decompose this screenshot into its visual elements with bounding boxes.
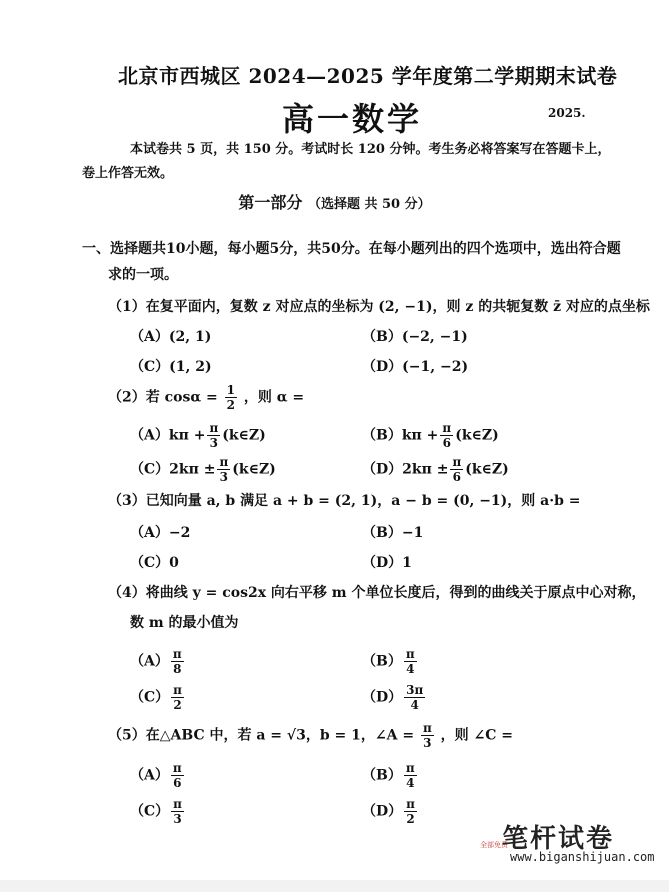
q5-c-den: 3	[173, 812, 182, 826]
q5-a-num: π	[172, 761, 182, 775]
q5-d-num: π	[406, 797, 415, 811]
q2-d-fraction	[450, 456, 463, 483]
q2-stem-fraction	[225, 384, 237, 411]
q4-option-b	[362, 648, 419, 675]
q2-a-label: （A）	[130, 427, 169, 444]
q5-a-fraction	[171, 762, 184, 789]
q5-a-label: （A）	[130, 767, 169, 784]
q2-b-pre: kπ +	[401, 427, 439, 444]
q4-b-den: 4	[406, 662, 415, 676]
q2-stem-post: ，则 α =	[243, 389, 305, 406]
q2-a-pre: kπ +	[168, 427, 206, 444]
q2-stem-den: 2	[226, 398, 235, 412]
q1-option-b: （B）(−2, −1)	[362, 329, 468, 345]
q2-d-num: π	[452, 455, 462, 469]
q5-stem-num: π	[422, 721, 432, 735]
q2-option-a	[130, 422, 266, 449]
q1-option-c: （C）(1, 2)	[130, 359, 212, 375]
q2-a-fraction	[207, 422, 220, 449]
q5-stem-fraction	[421, 722, 434, 749]
q5-b-den: 4	[406, 776, 415, 790]
q4-b-fraction	[404, 648, 417, 675]
notice-line-2: 卷上作答无效。	[82, 166, 174, 181]
q5-option-a	[130, 762, 186, 789]
q4-a-label: （A）	[130, 653, 169, 670]
part-one-heading	[0, 190, 669, 213]
q4-b-num: π	[405, 647, 415, 661]
q1-option-a: （A）(2, 1)	[130, 329, 212, 345]
q2-d-den: 6	[452, 470, 462, 484]
q2-d-label: （D）	[362, 461, 403, 478]
question-4-stem-line-2: 数 m 的最小值为	[130, 615, 239, 631]
q2-b-den: 6	[442, 436, 451, 450]
section-one-line-2: 求的一项。	[108, 267, 178, 283]
question-3-stem: （3）已知向量 a, b 满足 a + b = (2, 1)，a − b = (0, −1)，则 a·b =	[108, 493, 581, 509]
q2-c-fraction	[217, 456, 230, 483]
q5-c-label: （C）	[130, 803, 170, 820]
q5-a-den: 6	[173, 776, 182, 790]
q4-c-fraction	[171, 684, 184, 711]
q4-option-d	[362, 684, 427, 711]
q2-a-den: 3	[209, 436, 219, 450]
q5-stem-den: 3	[423, 736, 432, 750]
q2-option-d	[362, 456, 509, 483]
part-one-subtitle: （选择题 共 50 分）	[307, 197, 431, 212]
q2-d-post: (k∈Z)	[465, 461, 509, 478]
q2-c-den: 3	[219, 470, 229, 484]
q1-option-d: （D）(−1, −2)	[362, 359, 469, 375]
q4-c-num: π	[173, 683, 182, 697]
watermark-small-text: 全部免费	[480, 841, 508, 849]
question-1-stem: （1）在复平面内，复数 z 对应点的坐标为 (2, −1)，则 z 的共轭复数 z̄ 对应的点坐标	[108, 299, 650, 315]
q3-option-b: （B）−1	[362, 525, 424, 541]
q2-a-post: (k∈Z)	[222, 427, 266, 444]
q5-stem-post: ，则 ∠C =	[440, 727, 513, 744]
q2-b-fraction	[440, 422, 453, 449]
q4-d-den: 4	[410, 698, 419, 712]
q3-option-c: （C）0	[130, 555, 179, 571]
q4-option-c	[130, 684, 186, 711]
q2-c-label: （C）	[130, 461, 170, 478]
watermark-url: www.biganshijuan.com	[510, 850, 655, 864]
q2-option-b	[362, 422, 499, 449]
q5-stem-pre: （5）在△ABC 中，若 a = √3，b = 1，∠A =	[108, 727, 415, 744]
q2-c-pre: 2kπ ±	[169, 461, 216, 478]
q5-option-c	[130, 798, 186, 825]
q5-b-num: π	[405, 761, 415, 775]
q2-a-num: π	[209, 421, 219, 435]
q2-d-pre: 2kπ ±	[402, 461, 449, 478]
subject-title: 高一数学	[282, 100, 423, 138]
question-5-stem	[108, 722, 513, 749]
q5-b-fraction	[404, 762, 417, 789]
q4-option-a	[130, 648, 186, 675]
q2-c-num: π	[219, 455, 229, 469]
q4-a-num: π	[172, 647, 182, 661]
watermark-brand: 笔杆试卷	[502, 824, 615, 854]
q4-d-num: 3π	[406, 683, 424, 697]
part-one-title: 第一部分	[238, 193, 303, 212]
q4-d-fraction	[404, 684, 425, 711]
q2-option-c	[130, 456, 276, 483]
bottom-strip	[0, 880, 669, 892]
q5-b-label: （B）	[362, 767, 402, 784]
q5-d-fraction	[404, 798, 417, 825]
q2-c-post: (k∈Z)	[232, 461, 276, 478]
q4-a-fraction	[171, 648, 184, 675]
q2-b-label: （B）	[362, 427, 402, 444]
section-one-line-1: 一、选择题共10小题，每小题5分，共50分。在每小题列出的四个选项中，选出符合题	[82, 241, 621, 257]
exam-date: 2025.	[548, 106, 586, 120]
q5-c-num: π	[173, 797, 182, 811]
exam-title: 北京市西城区 2024—2025 学年度第二学期期末试卷	[118, 64, 618, 88]
q3-option-d: （D）1	[362, 555, 412, 571]
notice-line-1: 本试卷共 5 页，共 150 分。考试时长 120 分钟。考生务必将答案写在答题卡上，	[130, 142, 611, 157]
question-4-stem-line-1: （4）将曲线 y = cos2x 向右平移 m 个单位长度后，得到的曲线关于原点中心对称，	[108, 585, 646, 601]
q2-stem-num: 1	[226, 383, 235, 397]
q4-d-label: （D）	[362, 689, 403, 706]
q3-option-a: （A）−2	[130, 525, 191, 541]
q4-c-label: （C）	[130, 689, 170, 706]
q2-b-num: π	[442, 421, 452, 435]
question-2-stem	[108, 384, 304, 411]
q2-b-post: (k∈Z)	[455, 427, 499, 444]
q5-d-label: （D）	[362, 803, 403, 820]
q4-a-den: 8	[173, 662, 182, 676]
q4-b-label: （B）	[362, 653, 402, 670]
q5-c-fraction	[171, 798, 184, 825]
q5-option-b	[362, 762, 419, 789]
q4-c-den: 2	[173, 698, 182, 712]
q5-d-den: 2	[406, 812, 415, 826]
q2-stem-pre: （2）若 cosα =	[108, 389, 218, 406]
q5-option-d	[362, 798, 419, 825]
